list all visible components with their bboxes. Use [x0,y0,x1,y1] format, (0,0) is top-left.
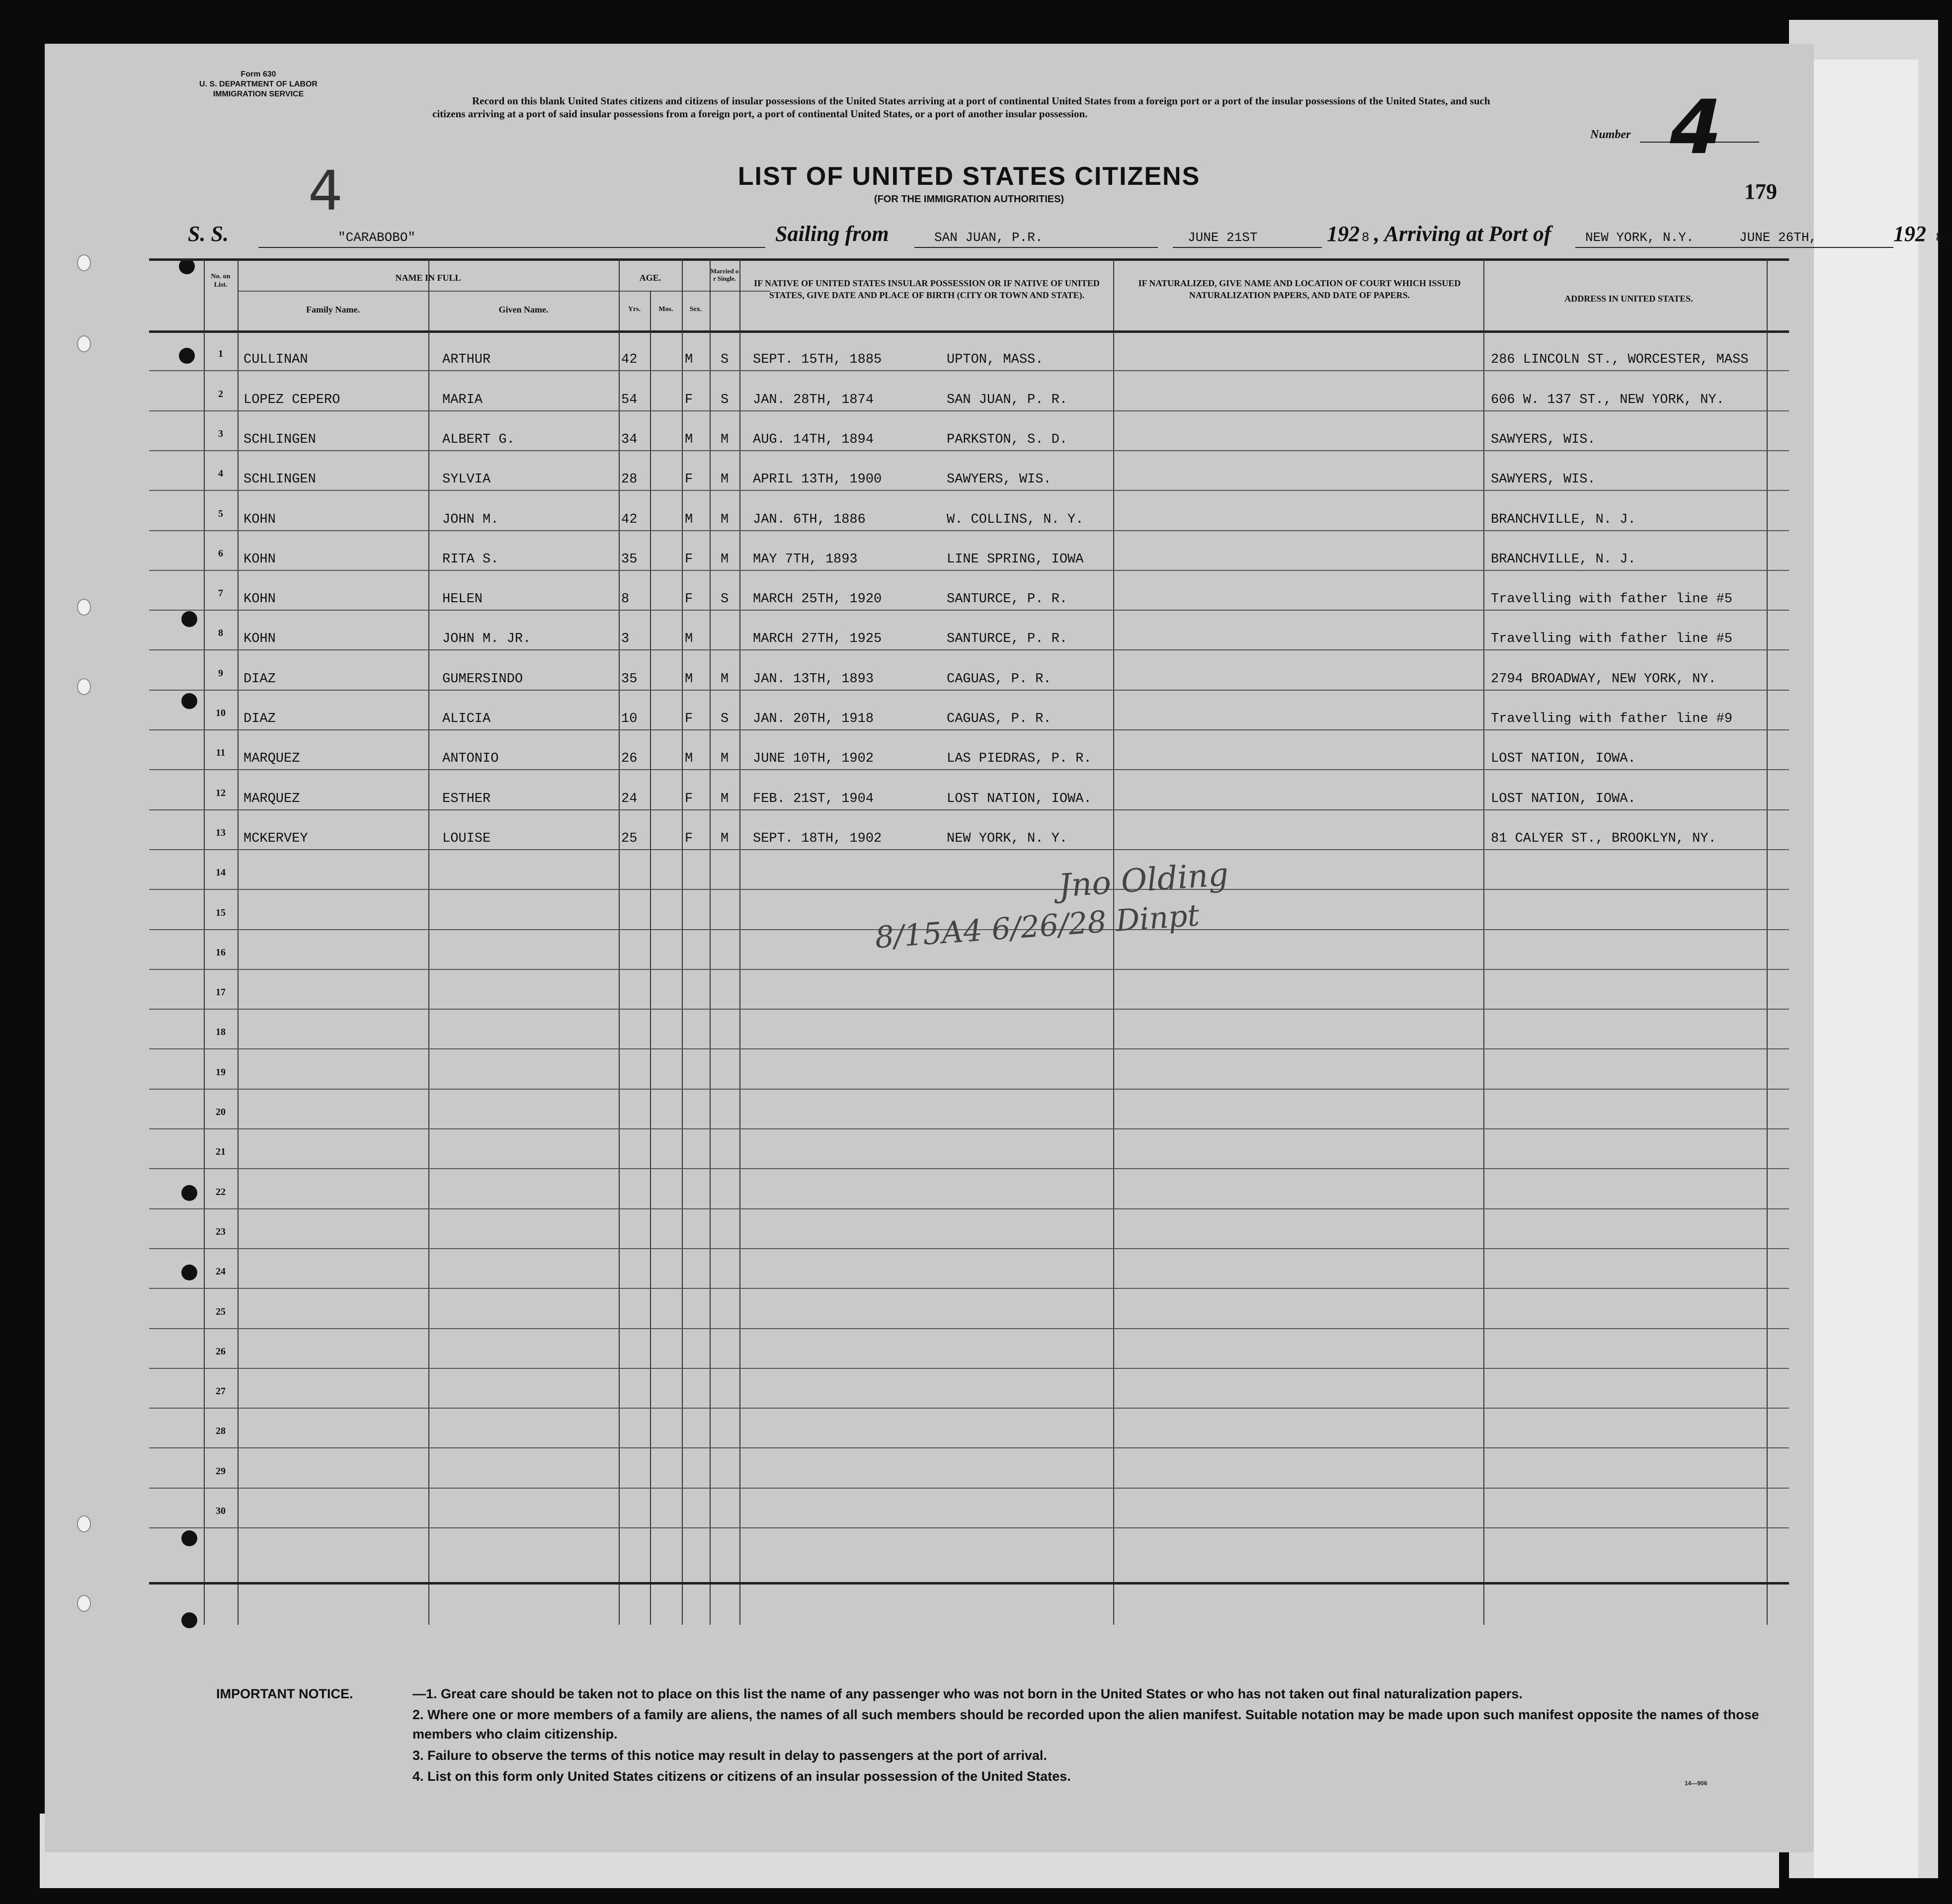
row-number: 30 [216,1506,226,1516]
row-number: 7 [218,588,223,599]
notice-item: 3. Failure to observe the terms of this notice may result in delay to passengers at the port of arrival. [412,1748,1047,1763]
row-number: 14 [216,867,226,878]
cell-yrs: 42 [621,352,638,368]
cell-address: 606 W. 137 ST., NEW YORK, NY. [1491,392,1724,407]
row-rule [149,1447,1789,1448]
col-sex: Sex. [689,306,702,313]
cell-sex: M [685,671,693,687]
row-number: 13 [216,827,226,838]
row-number: 3 [218,428,223,439]
cell-ms: M [721,831,729,846]
cell-yrs: 24 [621,791,638,806]
row-rule [149,769,1789,770]
cell-place: NEW YORK, N. Y. [947,831,1068,846]
cell-family: DIAZ [244,712,276,726]
back-page-edge [1814,60,1918,1878]
cell-given: ESTHER [442,791,491,806]
sailing-date: JUNE 21ST [1188,230,1258,245]
record-instructions: Record on this blank United States citizens and citizens of insular possessions of the United States arriving at a port of continental United States from a foreign port or a port of the insular possessions of the United States, and such citizens arriving at a port of said insular possessions from a foreign port, a port of continental United States, or a port of another insular possession. [432,95,1490,120]
cell-family: LOPEZ CEPERO [244,392,340,407]
binder-hole [77,1595,91,1612]
cell-place: UPTON, MASS. [947,352,1044,368]
cell-address: SAWYERS, WIS. [1491,472,1596,487]
row-rule [149,1368,1789,1369]
cell-sex: M [685,512,693,527]
cell-given: JOHN M. JR. [442,632,531,647]
ship-underline [258,247,765,248]
cell-yrs: 3 [621,632,630,647]
arriving-date: JUNE 26TH, [1739,230,1817,245]
cell-family: KOHN [244,552,276,567]
inspection-stamp: 8/15A4 6/26/28 Dinpt [874,898,1201,955]
cell-date: JAN. 6TH, 1886 [753,512,866,527]
cell-given: HELEN [442,592,483,607]
department-name: U. S. DEPARTMENT OF LABOR [199,80,318,88]
row-number: 21 [216,1146,226,1158]
cell-ms: M [721,432,729,447]
row-rule [149,690,1789,691]
row-number: 28 [216,1426,226,1437]
cell-yrs: 34 [621,432,638,447]
row-number: 9 [218,667,223,679]
notice-item: 2. Where one or more members of a family are aliens, the names of all such members should be recorded upon the alien manifest. Suitable notation may be made upon such manifest opposite the names of those members who claim citizenship. [412,1707,1759,1742]
cell-place: CAGUAS, P. R. [947,712,1052,726]
cell-ms: M [721,751,729,767]
row-number: 12 [216,787,226,798]
row-rule [149,729,1789,730]
cell-given: ARTHUR [442,352,491,368]
binder-hole [77,1515,91,1532]
cell-given: JOHN M. [442,512,499,527]
row-rule [149,1009,1789,1010]
cell-date: FEB. 21ST, 1904 [753,791,874,806]
col-mos: Mos. [658,306,673,313]
cell-date: AUG. 14TH, 1894 [753,432,874,447]
cell-sex: M [685,352,693,368]
cell-sex: M [685,432,693,447]
cell-sex: F [685,712,693,726]
voyage-line [184,221,1952,251]
cell-address: 286 LINCOLN ST., WORCESTER, MASS [1491,352,1749,368]
row-rule [149,370,1789,371]
cell-sex: F [685,831,693,846]
sailing-from: SAN JUAN, P.R. [934,230,1043,245]
form-number: Form 630 [241,70,276,79]
cell-sex: F [685,592,693,607]
ship-name: "CARABOBO" [338,230,416,245]
row-rule [149,1208,1789,1209]
notice-title: IMPORTANT NOTICE. [216,1686,353,1701]
row-number: 4 [218,468,223,479]
row-number: 15 [216,907,226,918]
page-title: LIST OF UNITED STATES CITIZENS [737,162,1201,191]
cell-given: MARIA [442,392,483,407]
row-number: 29 [216,1465,226,1477]
row-number: 17 [216,987,226,998]
cell-place: SAWYERS, WIS. [947,472,1052,487]
page-number: 179 [1744,179,1777,204]
cell-given: ANTONIO [442,751,499,767]
cell-ms: M [721,671,729,687]
cell-family: KOHN [244,512,276,527]
row-rule [149,610,1789,611]
col-naturalized: IF NATURALIZED, GIVE NAME AND LOCATION OF COURT WHICH ISSUED NATURALIZATION PAPERS, AND DATE OF PAPERS. [1138,278,1461,300]
page-subtitle: (FOR THE IMMIGRATION AUTHORITIES) [874,194,1064,205]
row-rule [149,1089,1789,1090]
sailing-underline [914,247,1158,248]
cell-yrs: 35 [621,671,638,687]
row-number: 11 [216,747,226,759]
cell-family: KOHN [244,632,276,647]
cell-place: LOST NATION, IOWA. [947,791,1092,806]
cell-date: JUNE 10TH, 1902 [753,751,874,767]
cell-ms: M [721,472,729,487]
cell-date: JAN. 28TH, 1874 [753,392,874,407]
row-rule [149,1328,1789,1329]
cell-yrs: 42 [621,512,638,527]
notice-item: —1. Great care should be taken not to place on this list the name of any passenger who was not born in the United States or who has not taken out final naturalization papers. [412,1686,1523,1701]
cell-address: Travelling with father line #5 [1491,592,1733,607]
cell-yrs: 28 [621,472,638,487]
col-no: No. on List. [211,273,231,289]
col-given-name: Given Name. [498,305,549,315]
sailing-year-prefix: 192 [1327,222,1360,246]
arriving-label: , Arriving at Port of [1374,222,1551,246]
row-rule [149,649,1789,650]
row-rule [149,410,1789,411]
col-family-name: Family Name. [306,305,360,315]
cell-ms: M [721,791,729,806]
row-rule [149,530,1789,531]
col-name-in-full: NAME IN FULL [395,273,461,283]
cell-given: LOUISE [442,831,491,846]
cell-place: PARKSTON, S. D. [947,432,1068,447]
arriving-year-prefix: 192 [1893,222,1926,246]
cell-address: LOST NATION, IOWA. [1491,791,1636,806]
row-number: 5 [218,508,223,519]
cell-family: SCHLINGEN [244,472,316,487]
cell-given: RITA S. [442,552,499,567]
row-rule [149,1527,1789,1528]
arriving-port: NEW YORK, N.Y. [1585,230,1694,245]
binder-hole [77,335,91,352]
cell-sex: F [685,791,693,806]
row-rule [149,1048,1789,1049]
cell-sex: M [685,751,693,767]
row-rule [149,490,1789,491]
row-number: 8 [218,628,223,639]
form-id-block [149,70,368,99]
cell-date: JAN. 13TH, 1893 [753,671,874,687]
cell-address: 81 CALYER ST., BROOKLYN, NY. [1491,831,1716,846]
row-number: 20 [216,1107,226,1117]
inspector-signature: Jno Olding [1057,856,1230,905]
cell-given: GUMERSINDO [442,671,523,687]
row-rule [149,849,1789,850]
row-number: 16 [216,947,226,958]
cell-family: MCKERVEY [244,831,308,846]
row-number: 18 [216,1027,226,1038]
cell-place: W. COLLINS, N. Y. [947,512,1084,527]
cell-address: BRANCHVILLE, N. J. [1491,552,1636,567]
row-number: 24 [216,1266,226,1277]
cell-given: ALICIA [442,712,491,726]
cell-date: SEPT. 15TH, 1885 [753,352,882,368]
sailing-label: Sailing from [775,222,889,246]
row-rule [149,969,1789,970]
cell-sex: F [685,392,693,407]
cell-ms: S [721,392,729,407]
cell-family: CULLINAN [244,352,308,368]
cell-yrs: 8 [621,592,630,607]
row-rule [149,1288,1789,1289]
arriving-underline [1575,247,1893,248]
cell-yrs: 25 [621,831,638,846]
cell-sex: M [685,632,693,647]
sailing-year: 8 [1362,230,1370,245]
cell-family: DIAZ [244,671,276,687]
cell-date: SEPT. 18TH, 1902 [753,831,882,846]
row-rule [149,1248,1789,1249]
cell-yrs: 10 [621,712,638,726]
cell-family: KOHN [244,592,276,607]
row-rule [149,889,1789,890]
row-number: 22 [216,1186,226,1197]
cell-date: MAY 7TH, 1893 [753,552,858,567]
cell-place: LAS PIEDRAS, P. R. [947,751,1092,767]
col-yrs: Yrs. [628,306,641,313]
col-address: ADDRESS IN UNITED STATES. [1564,294,1693,304]
row-rule [149,1168,1789,1169]
row-rule [149,450,1789,451]
row-number: 23 [216,1226,226,1237]
row-rule [149,1488,1789,1489]
row-rule [149,1408,1789,1409]
cell-place: SANTURCE, P. R. [947,592,1068,607]
row-number: 25 [216,1306,226,1317]
col-married: Married or Single. [710,267,739,282]
cell-address: 2794 BROADWAY, NEW YORK, NY. [1491,671,1716,687]
cell-place: SAN JUAN, P. R. [947,392,1068,407]
cell-ms: M [721,552,729,567]
cell-ms: S [721,712,729,726]
binder-hole [77,254,91,271]
table-bottom-rule [149,1582,1789,1585]
binder-hole [77,599,91,616]
cell-ms: S [721,352,729,368]
cell-ms: S [721,592,729,607]
service-name: IMMIGRATION SERVICE [213,90,304,98]
ss-label: S. S. [188,222,229,246]
cell-place: SANTURCE, P. R. [947,632,1068,647]
date-underline [1173,247,1322,248]
row-number: 10 [216,708,226,718]
cell-family: SCHLINGEN [244,432,316,447]
row-number: 6 [218,548,223,559]
notice-item: 4. List on this form only United States citizens or citizens of an insular possession of the United States. [412,1769,1071,1784]
cell-sex: F [685,552,693,567]
row-number: 1 [218,348,223,360]
cell-family: MARQUEZ [244,751,300,767]
cell-address: SAWYERS, WIS. [1491,432,1596,447]
cell-yrs: 35 [621,552,638,567]
cell-given: ALBERT G. [442,432,515,447]
arriving-year: 8. [1936,230,1952,245]
cell-family: MARQUEZ [244,791,300,806]
cell-sex: F [685,472,693,487]
footer-form-code: 14—906 [1685,1780,1708,1787]
cell-date: APRIL 13TH, 1900 [753,472,882,487]
col-native: IF NATIVE OF UNITED STATES INSULAR POSSESSION OR IF NATIVE OF UNITED STATES, GIVE DATE AND PLACE OF BIRTH (CITY OR TOWN AND STATE). [754,278,1100,300]
binder-hole [77,678,91,695]
cell-yrs: 26 [621,751,638,767]
row-number: 26 [216,1346,226,1357]
cell-place: CAGUAS, P. R. [947,671,1052,687]
cell-yrs: 54 [621,392,638,407]
cell-given: SYLVIA [442,472,491,487]
row-number: 2 [218,388,223,399]
row-rule [149,570,1789,571]
col-age: AGE. [639,273,661,283]
cell-date: JAN. 20TH, 1918 [753,712,874,726]
cell-address: LOST NATION, IOWA. [1491,751,1636,767]
number-label: Number [1590,128,1631,141]
cell-date: MARCH 27TH, 1925 [753,632,882,647]
row-number: 27 [216,1386,226,1397]
row-rule [149,1128,1789,1129]
cell-ms: M [721,512,729,527]
cell-date: MARCH 25TH, 1920 [753,592,882,607]
row-number: 19 [216,1066,226,1078]
list-number-handwritten: 4 [1660,84,1731,171]
cell-place: LINE SPRING, IOWA [947,552,1084,567]
row-rule [149,809,1789,810]
cell-address: BRANCHVILLE, N. J. [1491,512,1636,527]
cell-address: Travelling with father line #9 [1491,712,1733,726]
cell-address: Travelling with father line #5 [1491,632,1733,647]
handwritten-mark: 4 [308,159,343,223]
